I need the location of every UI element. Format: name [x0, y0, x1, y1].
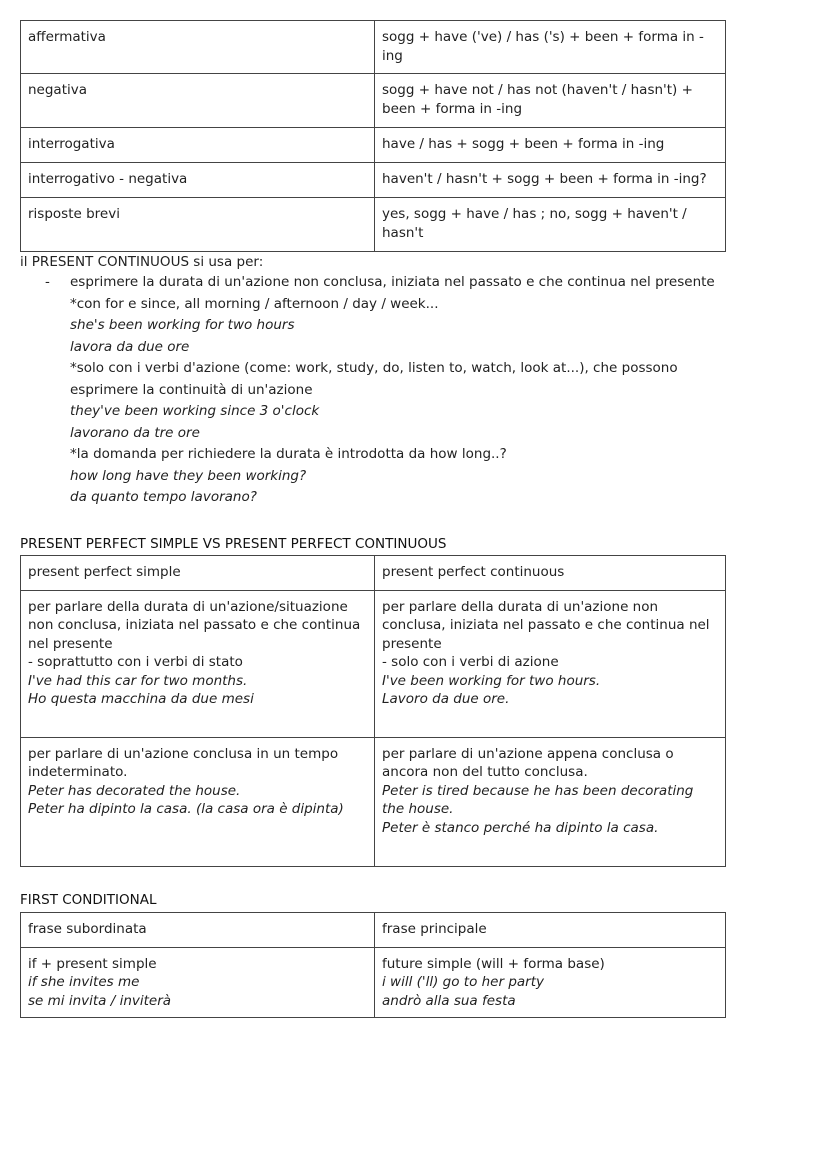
- column-header: frase principale: [375, 912, 726, 947]
- cell-example: Ho questa macchina da due mesi: [28, 691, 254, 707]
- form-label: affermativa: [21, 21, 375, 74]
- form-label: negativa: [21, 74, 375, 128]
- table-row: [21, 737, 726, 866]
- cell-line: nel presente: [28, 635, 113, 652]
- table-row: [21, 163, 726, 198]
- comparison-heading: PRESENT PERFECT SIMPLE VS PRESENT PERFECT CONTINUOUS: [20, 535, 447, 552]
- column-header: present perfect continuous: [375, 555, 726, 590]
- table-header-row: [21, 912, 726, 947]
- cell-example: Lavoro da due ore.: [382, 691, 510, 707]
- table-cell: [375, 590, 726, 737]
- cell-line: - soprattutto con i verbi di stato: [28, 654, 243, 670]
- cell-example: se mi invita / inviterà: [28, 992, 172, 1009]
- table-row: [21, 947, 726, 1017]
- uses-example: da quanto tempo lavorano?: [70, 489, 257, 505]
- table-cell: [21, 947, 375, 1017]
- cell-example: Peter ha dipinto la casa. (la casa ora è dipinta): [28, 801, 344, 817]
- cell-example: I've had this car for two months.: [28, 672, 248, 689]
- cell-line: - solo con i verbi di azione: [382, 654, 559, 670]
- uses-example: how long have they been working?: [70, 467, 307, 484]
- table-header-row: [21, 555, 726, 590]
- table-cell: [375, 947, 726, 1017]
- uses-example: they've been working since 3 o'clock: [70, 403, 320, 419]
- present-perfect-continuous-form-table: [20, 20, 726, 252]
- comparison-table: [20, 555, 726, 867]
- form-rule: yes, sogg + have / has ; no, sogg + haven't / hasn't: [375, 198, 726, 252]
- cell-line: per parlare di un'azione appena conclusa o ancora non del tutto conclusa.: [382, 745, 674, 780]
- cell-example: if she invites me: [28, 974, 140, 990]
- document-page: [20, 20, 726, 1018]
- uses-example: lavorano da tre ore: [70, 424, 200, 441]
- uses-bullet: [20, 272, 726, 509]
- column-header: present perfect simple: [21, 555, 375, 590]
- table-row: [21, 21, 726, 74]
- cell-example: Peter is tired because he has been decorating the house.: [382, 782, 694, 817]
- cell-line: per parlare di un'azione conclusa in un tempo indeterminato.: [28, 745, 339, 780]
- cell-example: andrò alla sua festa: [382, 992, 516, 1009]
- form-rule: have / has + sogg + been + forma in -ing: [375, 128, 726, 163]
- table-cell: [375, 737, 726, 866]
- uses-example: she's been working for two hours: [70, 317, 295, 333]
- uses-line: *solo con i verbi d'azione (come: work, study, do, listen to, watch, look at...), che possono esprimere la continuità di un'azione: [70, 360, 678, 398]
- form-label: risposte brevi: [21, 198, 375, 252]
- uses-line: esprimere la durata di un'azione non conclusa, iniziata nel passato e che continua nel presente: [70, 274, 715, 290]
- uses-bullet-body: [70, 272, 726, 509]
- form-rule: sogg + have ('ve) / has ('s) + been + forma in -ing: [375, 21, 726, 74]
- cell-line: if + present simple: [28, 955, 157, 972]
- bullet-dash: -: [45, 274, 50, 290]
- table-row: [21, 590, 726, 737]
- uses-example: lavora da due ore: [70, 338, 190, 355]
- conditional-heading: FIRST CONDITIONAL: [20, 891, 157, 908]
- cell-line: future simple (will + forma base): [382, 955, 605, 972]
- cell-example: Peter è stanco perché ha dipinto la casa.: [382, 819, 659, 836]
- form-label: interrogativo - negativa: [21, 163, 375, 198]
- conditional-table: [20, 912, 726, 1018]
- cell-line: per parlare della durata di un'azione/situazione non conclusa, iniziata nel passato e che continua: [28, 598, 361, 633]
- uses-line: *con for e since, all morning / afternoon / day / week...: [70, 295, 439, 312]
- uses-line: *la domanda per richiedere la durata è introdotta da how long..?: [70, 446, 507, 462]
- table-row: [21, 128, 726, 163]
- column-header: frase subordinata: [21, 912, 375, 947]
- cell-line: per parlare della durata di un'azione non conclusa, iniziata nel passato e che continua nel presente: [382, 598, 710, 652]
- form-rule: sogg + have not / has not (haven't / hasn't) + been + forma in -ing: [375, 74, 726, 128]
- table-row: [21, 74, 726, 128]
- uses-intro: il PRESENT CONTINUOUS si usa per:: [20, 254, 264, 270]
- table-cell: [21, 590, 375, 737]
- form-label: interrogativa: [21, 128, 375, 163]
- form-rule: haven't / hasn't + sogg + been + forma in -ing?: [375, 163, 726, 198]
- table-row: [21, 198, 726, 252]
- table-cell: [21, 737, 375, 866]
- cell-example: I've been working for two hours.: [382, 672, 601, 689]
- cell-example: i will ('ll) go to her party: [382, 974, 545, 990]
- cell-example: Peter has decorated the house.: [28, 782, 241, 799]
